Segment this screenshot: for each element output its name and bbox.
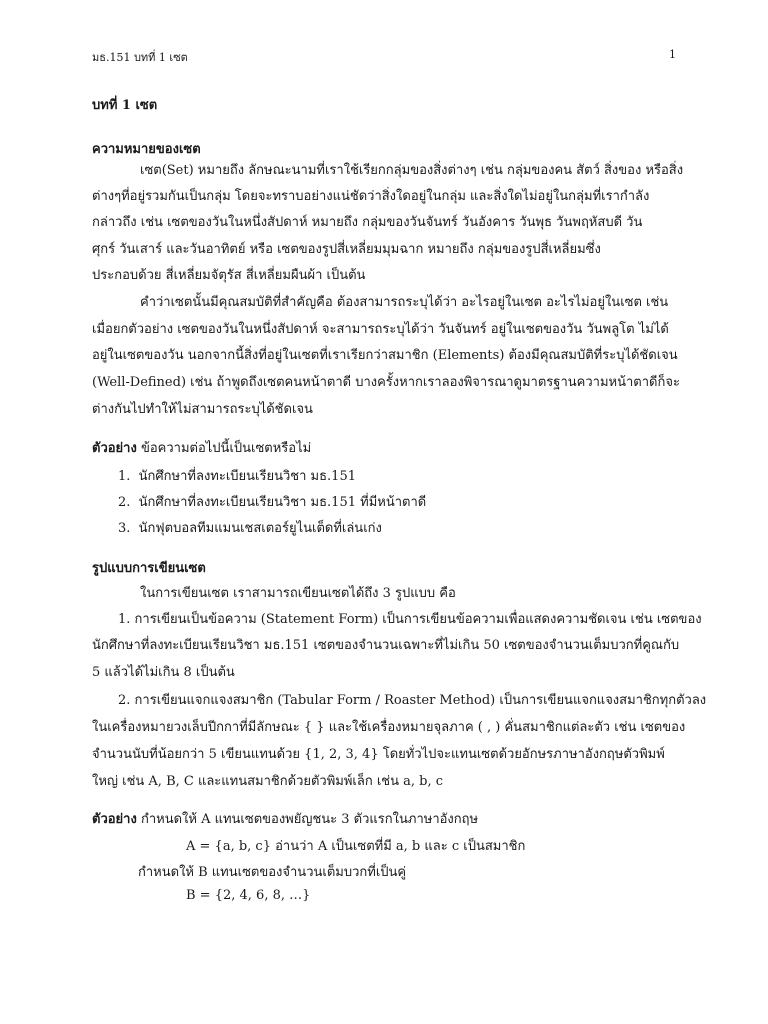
- paragraph-line: เมื่อยกตัวอย่าง เซตของวันในหนึ่งสัปดาห์ จะสามารถระบุได้ว่า วันจันทร์ อยู่ในเซตของวัน วันพลูโต ไม่ได้: [92, 322, 669, 337]
- list-number: 2.: [118, 495, 131, 510]
- paragraph-line: นักศึกษาที่ลงทะเบียนเรียนวิชา มธ.151 เซตของจำนวนเฉพาะที่ไม่เกิน 50 เซตของจำนวนเต็มบวกที่คูณกับ: [92, 638, 680, 653]
- paragraph-line: ศุกร์ วันเสาร์ และวันอาทิตย์ หรือ เซตของรูปสี่เหลี่ยมมุมฉาก หมายถึง กลุ่มของรูปสี่เหลี่ยมซึ่ง: [92, 242, 601, 257]
- list-item: [118, 491, 676, 512]
- paragraph-line: กำหนดให้ B แทนเซตของจำนวนเต็มบวกที่เป็นคู่: [138, 865, 407, 880]
- page-header: [92, 48, 676, 66]
- set-definition-b: B = {2, 4, 6, 8, …}: [186, 888, 311, 903]
- example-text: กำหนดให้ A แทนเซตของพยัญชนะ 3 ตัวแรกในภาษาอังกฤษ: [136, 812, 479, 827]
- paragraph-line: ต่างกันไปทำให้ไม่สามารถระบุได้ชัดเจน: [92, 402, 313, 417]
- paragraph-line: ในเครื่องหมายวงเล็บปีกกาที่มีลักษณะ { } และใช้เครื่องหมายจุลภาค ( , ) คั่นสมาชิกแต่ละตัว เช่น เซตของ: [92, 720, 686, 735]
- paragraph-line: ใหญ่ เช่น A, B, C และแทนสมาชิกด้วยตัวพิมพ์เล็ก เช่น a, b, c: [92, 774, 444, 789]
- list-item: [118, 465, 676, 486]
- paragraph-line: 5 แล้วได้ไม่เกิน 8 เป็นต้น: [92, 665, 235, 680]
- example-label: ตัวอย่าง: [92, 441, 137, 456]
- paragraph-line: เซต(Set) หมายถึง ลักษณะนามที่เราใช้เรียกกลุ่มของสิ่งต่างๆ เช่น กลุ่มของคน สัตว์ สิ่งของ หรือสิ่ง: [140, 163, 684, 178]
- example-label: ตัวอย่าง: [92, 812, 137, 827]
- list-text: นักศึกษาที่ลงทะเบียนเรียนวิชา มธ.151: [138, 469, 356, 484]
- page-number: 1: [669, 48, 676, 61]
- paragraph-line: อยู่ในเซตของวัน นอกจากนี้สิ่งที่อยู่ในเซตที่เราเรียกว่าสมาชิก (Elements) ต้องมีคุณสมบัติที่ระบุได้ชัดเจน: [92, 348, 678, 363]
- paragraph-line: 1. การเขียนเป็นข้อความ (Statement Form) เป็นการเขียนข้อความเพื่อแสดงความชัดเจน เช่น เซตของ: [118, 612, 702, 627]
- chapter-title: บทที่ 1 เซต: [92, 98, 158, 113]
- list-item: [118, 517, 676, 538]
- list-number: 1.: [118, 469, 131, 484]
- paragraph-line: ประกอบด้วย สี่เหลี่ยมจัตุรัส สี่เหลี่ยมผืนผ้า เป็นต้น: [92, 268, 366, 283]
- section-heading-meaning: ความหมายของเซต: [92, 142, 201, 157]
- set-definition-a: A = {a, b, c} อ่านว่า A เป็นเซตที่มี a, b และ c เป็นสมาชิก: [186, 839, 526, 854]
- paragraph-line: คำว่าเซตนั้นมีคุณสมบัติที่สำคัญคือ ต้องสามารถระบุได้ว่า อะไรอยู่ในเซต อะไรไม่อยู่ในเซต เช่น: [140, 295, 669, 310]
- paragraph-line: ต่างๆที่อยู่รวมกันเป็นกลุ่ม โดยจะทราบอย่างแน่ชัดว่าสิ่งใดอยู่ในกลุ่ม และสิ่งใดไม่อยู่ในกลุ่มที่เรากำลัง: [92, 189, 650, 204]
- paragraph-line: ในการเขียนเซต เราสามารถเขียนเซตได้ถึง 3 รูปแบบ คือ: [140, 586, 456, 601]
- paragraph-line: (Well-Defined) เช่น ถ้าพูดถึงเซตคนหน้าตาดี บางครั้งหากเราลองพิจารณาดูมาตรฐานความหน้าตาดีก็จะ: [92, 375, 680, 390]
- section-heading-set-forms: รูปแบบการเขียนเซต: [92, 561, 206, 576]
- example-text: ข้อความต่อไปนี้เป็นเซตหรือไม่: [136, 441, 312, 456]
- example-line: [92, 437, 676, 458]
- list-text: นักฟุตบอลทีมแมนเชสเตอร์ยูไนเต็ดที่เล่นเก่ง: [138, 521, 382, 536]
- paragraph-line: จำนวนนับที่น้อยกว่า 5 เขียนแทนด้วย {1, 2, 3, 4} โดยทั่วไปจะแทนเซตด้วยอักษรภาษาอังกฤษตัวพิมพ์: [92, 747, 665, 762]
- header-course-title: มธ.151 บทที่ 1 เซต: [92, 51, 188, 64]
- paragraph-line: กล่าวถึง เช่น เซตของวันในหนึ่งสัปดาห์ หมายถึง กลุ่มของวันจันทร์ วันอังคาร วันพุธ วันพฤหัสบดี วัน: [92, 215, 643, 230]
- list-text: นักศึกษาที่ลงทะเบียนเรียนวิชา มธ.151 ที่มีหน้าตาดี: [138, 495, 427, 510]
- paragraph-line: 2. การเขียนแจกแจงสมาชิก (Tabular Form / Roaster Method) เป็นการเขียนแจกแจงสมาชิกทุกตัวลง: [118, 693, 707, 708]
- list-number: 3.: [118, 521, 131, 536]
- example-line: [92, 808, 676, 829]
